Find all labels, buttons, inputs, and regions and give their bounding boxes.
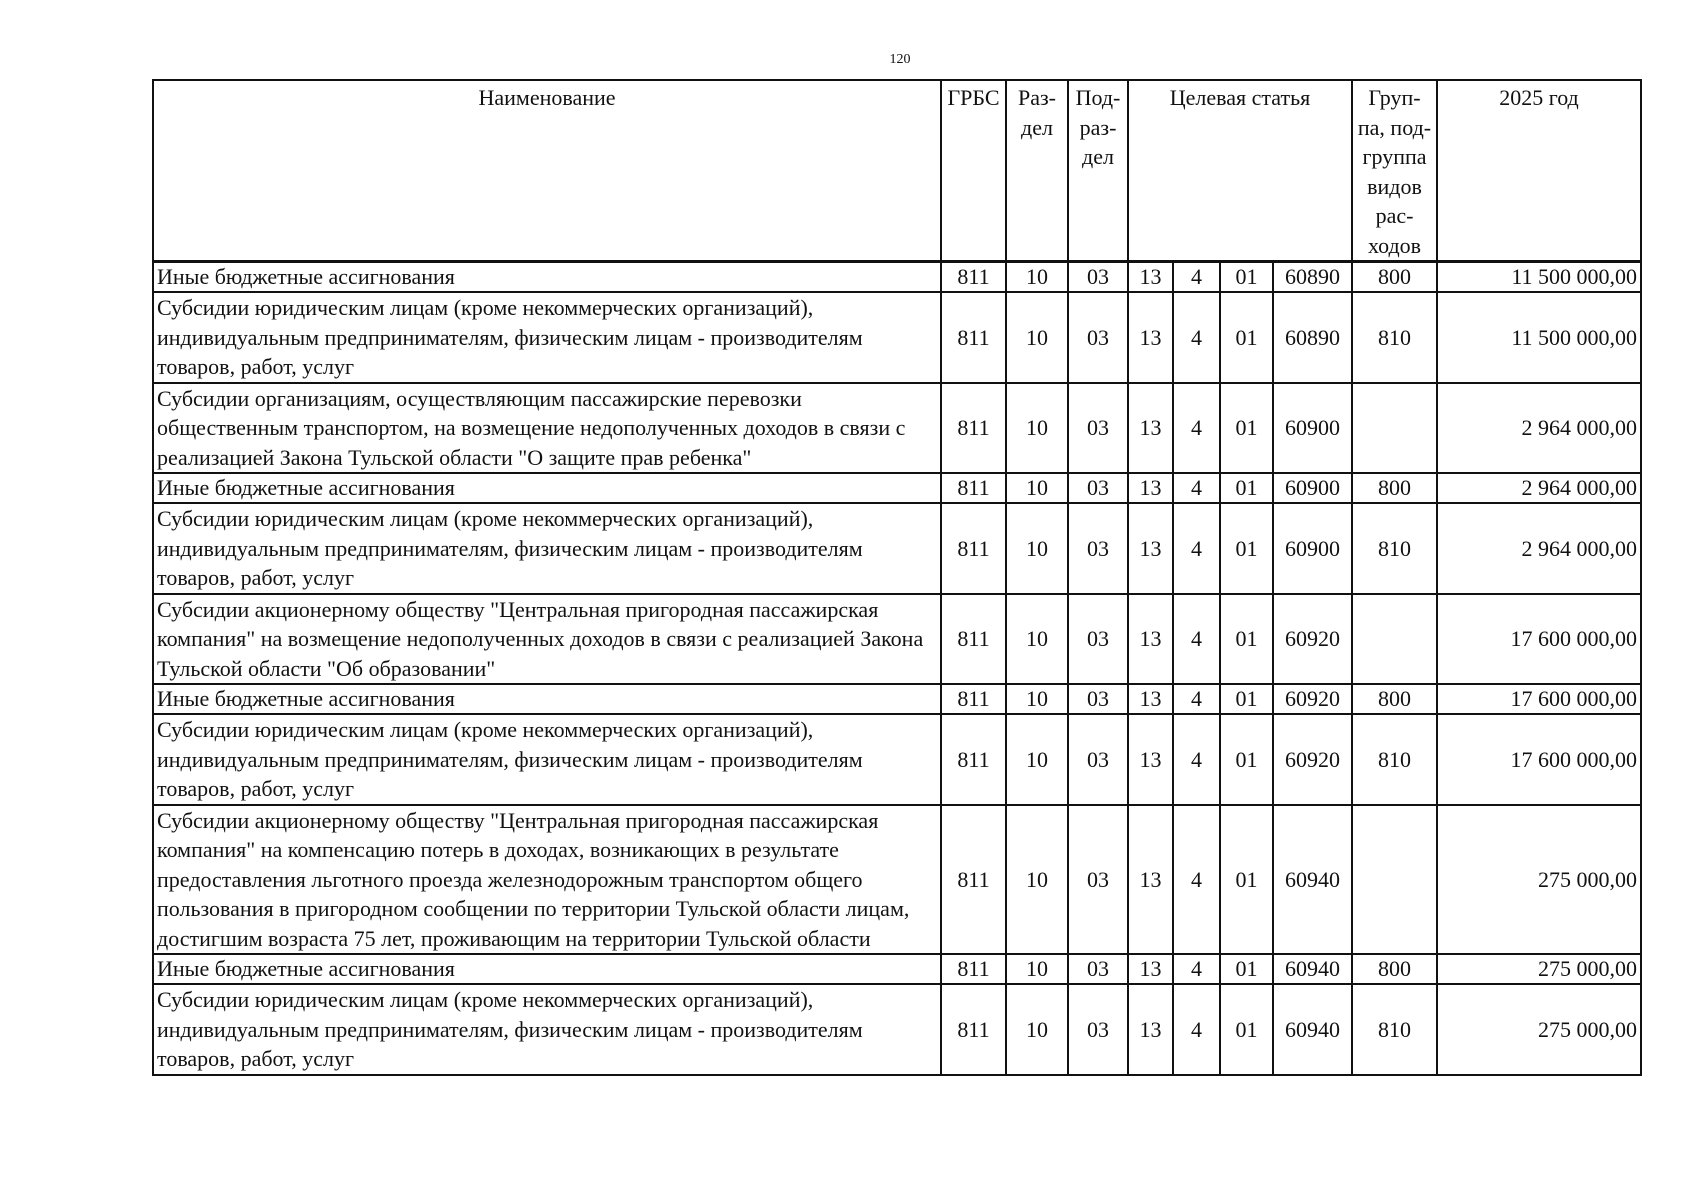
table-row [153,503,1641,594]
cell-target-program: 13 [1128,984,1173,1075]
cell-grbs: 811 [941,473,1006,503]
cell-razdel: 10 [1006,473,1068,503]
cell-podrazdel: 03 [1068,954,1128,984]
cell-grbs: 811 [941,805,1006,955]
cell-expense-group: 800 [1352,954,1437,984]
cell-target-program: 13 [1128,503,1173,594]
cell-target-direction: 60920 [1273,714,1352,805]
cell-podrazdel: 03 [1068,473,1128,503]
cell-razdel: 10 [1006,805,1068,955]
cell-razdel: 10 [1006,262,1068,293]
cell-razdel: 10 [1006,714,1068,805]
table-row [153,292,1641,383]
cell-name: Иные бюджетные ассигнования [153,473,941,503]
cell-target-subprogram: 01 [1220,954,1273,984]
cell-target-type: 4 [1173,805,1220,955]
header-target-article: Целевая статья [1128,80,1352,262]
cell-target-type: 4 [1173,383,1220,474]
header-podrazdel: Под- раз- дел [1068,80,1128,262]
cell-podrazdel: 03 [1068,503,1128,594]
cell-target-direction: 60940 [1273,954,1352,984]
cell-target-program: 13 [1128,714,1173,805]
cell-grbs: 811 [941,714,1006,805]
cell-podrazdel: 03 [1068,383,1128,474]
cell-razdel: 10 [1006,984,1068,1075]
cell-target-type: 4 [1173,473,1220,503]
cell-razdel: 10 [1006,383,1068,474]
cell-target-program: 13 [1128,594,1173,685]
cell-name: Иные бюджетные ассигнования [153,954,941,984]
cell-target-type: 4 [1173,714,1220,805]
cell-target-direction: 60900 [1273,383,1352,474]
cell-target-direction: 60900 [1273,473,1352,503]
header-razdel: Раз- дел [1006,80,1068,262]
cell-podrazdel: 03 [1068,805,1128,955]
table-row [153,684,1641,714]
cell-target-program: 13 [1128,473,1173,503]
cell-podrazdel: 03 [1068,714,1128,805]
cell-target-program: 13 [1128,383,1173,474]
table-header-row [153,80,1641,262]
cell-expense-group [1352,383,1437,474]
cell-amount-2025: 275 000,00 [1437,984,1641,1075]
cell-expense-group [1352,594,1437,685]
cell-target-subprogram: 01 [1220,805,1273,955]
cell-name: Иные бюджетные ассигнования [153,262,941,293]
cell-target-direction: 60920 [1273,594,1352,685]
cell-amount-2025: 275 000,00 [1437,954,1641,984]
cell-expense-group: 800 [1352,262,1437,293]
cell-razdel: 10 [1006,292,1068,383]
cell-amount-2025: 2 964 000,00 [1437,473,1641,503]
cell-name: Субсидии юридическим лицам (кроме некоммерческих организаций), индивидуальным предпринимателям, физическим лицам - производителям товаров, работ, услуг [153,503,941,594]
cell-amount-2025: 17 600 000,00 [1437,594,1641,685]
cell-grbs: 811 [941,954,1006,984]
header-grbs: ГРБС [941,80,1006,262]
cell-grbs: 811 [941,684,1006,714]
cell-target-program: 13 [1128,292,1173,383]
cell-expense-group: 810 [1352,292,1437,383]
cell-razdel: 10 [1006,594,1068,685]
cell-name: Иные бюджетные ассигнования [153,684,941,714]
cell-razdel: 10 [1006,954,1068,984]
cell-amount-2025: 17 600 000,00 [1437,714,1641,805]
cell-amount-2025: 2 964 000,00 [1437,383,1641,474]
cell-expense-group [1352,805,1437,955]
cell-target-type: 4 [1173,292,1220,383]
cell-target-subprogram: 01 [1220,383,1273,474]
cell-target-subprogram: 01 [1220,503,1273,594]
cell-grbs: 811 [941,503,1006,594]
cell-target-type: 4 [1173,954,1220,984]
cell-target-program: 13 [1128,684,1173,714]
cell-target-type: 4 [1173,503,1220,594]
cell-target-direction: 60920 [1273,684,1352,714]
header-name: Наименование [153,80,941,262]
budget-table [152,79,1642,1076]
cell-grbs: 811 [941,984,1006,1075]
cell-target-subprogram: 01 [1220,684,1273,714]
cell-target-direction: 60890 [1273,292,1352,383]
cell-podrazdel: 03 [1068,262,1128,293]
cell-amount-2025: 2 964 000,00 [1437,503,1641,594]
table-row [153,714,1641,805]
cell-target-type: 4 [1173,984,1220,1075]
cell-amount-2025: 17 600 000,00 [1437,684,1641,714]
page-number: 120 [889,52,911,67]
header-year: 2025 год [1437,80,1641,262]
cell-name: Субсидии организациям, осуществляющим пассажирские перевозки общественным транспортом, на возмещение недополученных доходов в связи с реализацией Закона Тульской области "О защите прав ребенка" [153,383,941,474]
cell-target-subprogram: 01 [1220,714,1273,805]
cell-target-subprogram: 01 [1220,473,1273,503]
cell-target-program: 13 [1128,262,1173,293]
cell-target-program: 13 [1128,954,1173,984]
cell-target-program: 13 [1128,805,1173,955]
cell-expense-group: 810 [1352,503,1437,594]
cell-name: Субсидии юридическим лицам (кроме некоммерческих организаций), индивидуальным предпринимателям, физическим лицам - производителям товаров, работ, услуг [153,984,941,1075]
cell-amount-2025: 11 500 000,00 [1437,262,1641,293]
cell-amount-2025: 275 000,00 [1437,805,1641,955]
cell-expense-group: 800 [1352,473,1437,503]
cell-podrazdel: 03 [1068,984,1128,1075]
cell-expense-group: 810 [1352,714,1437,805]
cell-podrazdel: 03 [1068,292,1128,383]
cell-name: Субсидии юридическим лицам (кроме некоммерческих организаций), индивидуальным предпринимателям, физическим лицам - производителям товаров, работ, услуг [153,714,941,805]
cell-grbs: 811 [941,262,1006,293]
cell-grbs: 811 [941,383,1006,474]
cell-target-subprogram: 01 [1220,594,1273,685]
cell-target-subprogram: 01 [1220,262,1273,293]
cell-target-type: 4 [1173,262,1220,293]
cell-target-type: 4 [1173,594,1220,685]
table-row [153,594,1641,685]
cell-grbs: 811 [941,594,1006,685]
cell-amount-2025: 11 500 000,00 [1437,292,1641,383]
cell-name: Субсидии акционерному обществу "Центральная пригородная пассажирская компания" на возмещение недополученных доходов в связи с реализацией Закона Тульской области "Об образовании" [153,594,941,685]
cell-podrazdel: 03 [1068,684,1128,714]
cell-expense-group: 810 [1352,984,1437,1075]
cell-target-direction: 60900 [1273,503,1352,594]
cell-target-direction: 60940 [1273,805,1352,955]
cell-name: Субсидии юридическим лицам (кроме некоммерческих организаций), индивидуальным предпринимателям, физическим лицам - производителям товаров, работ, услуг [153,292,941,383]
cell-grbs: 811 [941,292,1006,383]
cell-target-type: 4 [1173,684,1220,714]
table-row [153,262,1641,293]
header-expense-group: Груп- па, под- группа видов рас- ходов [1352,80,1437,262]
cell-target-direction: 60940 [1273,984,1352,1075]
cell-target-subprogram: 01 [1220,984,1273,1075]
cell-razdel: 10 [1006,684,1068,714]
table-row [153,984,1641,1075]
cell-target-subprogram: 01 [1220,292,1273,383]
cell-podrazdel: 03 [1068,594,1128,685]
cell-target-direction: 60890 [1273,262,1352,293]
cell-expense-group: 800 [1352,684,1437,714]
cell-name: Субсидии акционерному обществу "Центральная пригородная пассажирская компания" на компенсацию потерь в доходах, возникающих в результате предоставления льготного проезда железнодорожным транспортом общего пользования в пригородном сообщении по территории Тульской области лицам, достигшим возраста 75 лет, проживающим на территории Тульской области [153,805,941,955]
table-row [153,954,1641,984]
table-row [153,473,1641,503]
cell-razdel: 10 [1006,503,1068,594]
table-row [153,805,1641,955]
table-row [153,383,1641,474]
